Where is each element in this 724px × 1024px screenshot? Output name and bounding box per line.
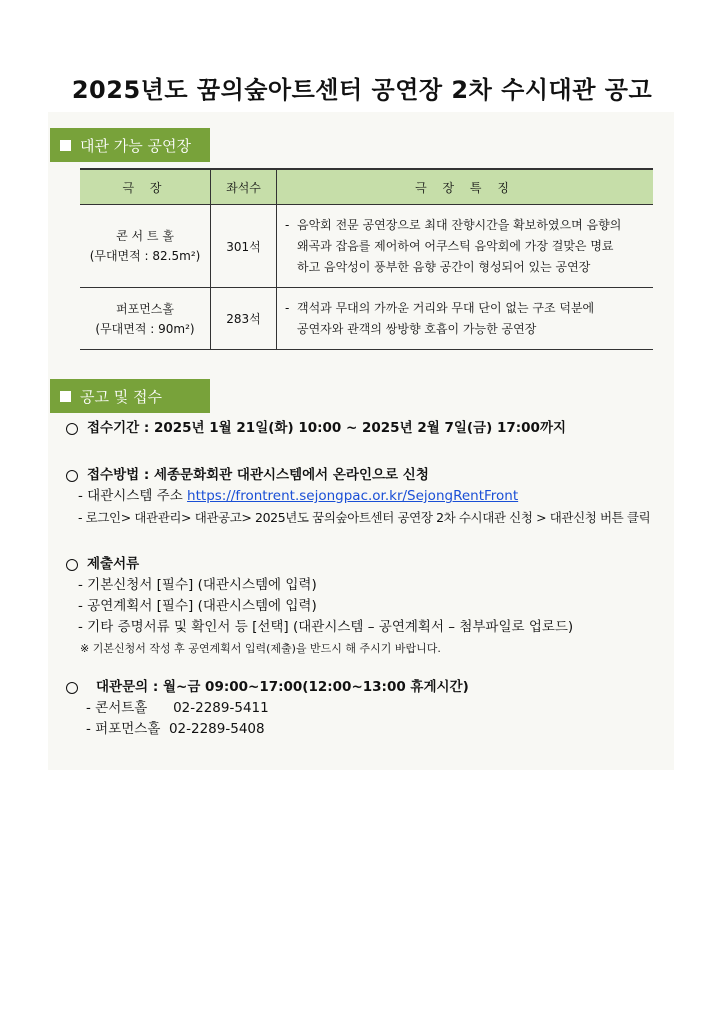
contact-item bbox=[66, 677, 650, 698]
section-header-venues bbox=[50, 128, 210, 162]
rental-system-link[interactable]: https://frontrent.sejongpac.or.kr/SejongRentFront bbox=[187, 488, 519, 504]
docs-title: 제출서류 bbox=[87, 556, 140, 572]
feature-line: 왜곡과 잡음를 제어하여 어쿠스틱 음악회에 가장 걸맞은 명료 bbox=[297, 238, 614, 253]
page-title: 2025년도 꿈의숲아트센터 공연장 2차 수시대관 공고 bbox=[71, 76, 653, 104]
venue-table bbox=[80, 168, 653, 350]
table-row bbox=[80, 205, 653, 288]
address-label: - 대관시스템 주소 bbox=[78, 488, 188, 504]
notice-body bbox=[66, 418, 650, 740]
venue-area: (무대면적 : 90m²) bbox=[95, 321, 195, 336]
doc-line: - 기타 증명서류 및 확인서 등 [선택] (대관시스템 – 공연계획서 – 첨부파일로 업로드) bbox=[78, 619, 574, 635]
circle-bullet-icon bbox=[66, 423, 78, 435]
section-header-notice bbox=[50, 379, 210, 413]
method-item bbox=[66, 465, 650, 486]
feature-line: 객석과 무대의 가까운 거리와 무대 단이 없는 구조 덕분에 bbox=[297, 300, 595, 315]
table-header-row bbox=[80, 169, 653, 205]
circle-bullet-icon bbox=[66, 559, 78, 571]
address-line bbox=[66, 486, 650, 507]
login-path: - 로그인> 대관관리> 대관공고> 2025년도 꿈의숲아트센터 공연장 2차 수시대관 신청 > 대관신청 버튼 클릭 bbox=[78, 510, 651, 525]
method-title: 접수방법 : 세종문화회관 대관시스템에서 온라인으로 신청 bbox=[87, 467, 429, 483]
section-title: 대관 가능 공연장 bbox=[80, 136, 191, 155]
features-cell: - 음악회 전문 공연장으로 최대 잔향시간을 확보하였으며 음향의 왜곡과 잡음를 제어하여 어쿠스틱 음악회에 가장 걸맞은 명료 하고 음악성이 풍부한 음향 공간이 형성되어 있는 공연장 bbox=[277, 205, 654, 288]
seats-cell: 301석 bbox=[211, 205, 277, 288]
contact-line: - 콘서트홀 02-2289-5411 bbox=[86, 700, 269, 716]
doc-line: - 기본신청서 [필수] (대관시스템에 입력) bbox=[78, 577, 317, 593]
venue-name: 콘 서 트 홀 bbox=[116, 229, 174, 243]
period-text: 접수기간 : 2025년 1월 21일(화) 10:00 ~ 2025년 2월 7일(금) 17:00까지 bbox=[87, 420, 567, 436]
venue-name: 퍼포먼스홀 bbox=[116, 301, 174, 316]
column-header-venue: 극 장 bbox=[80, 169, 211, 205]
table-row bbox=[80, 288, 653, 350]
venue-area: (무대면적 : 82.5m²) bbox=[89, 249, 201, 263]
column-header-features: 극 장 특 징 bbox=[277, 169, 654, 205]
docs-note: ※ 기본신청서 작성 후 공연계획서 입력(제출)을 반드시 해 주시기 바랍니다. bbox=[80, 642, 441, 655]
column-header-seats: 좌석수 bbox=[211, 169, 277, 205]
venue-cell bbox=[80, 288, 211, 350]
features-cell: - 객석과 무대의 가까운 거리와 무대 단이 없는 구조 덕분에 공연자와 관객의 쌍방향 호흡이 가능한 공연장 bbox=[277, 288, 654, 350]
square-bullet-icon bbox=[60, 140, 71, 151]
square-bullet-icon bbox=[60, 391, 71, 402]
section-title: 공고 및 접수 bbox=[80, 387, 162, 406]
period-item bbox=[66, 418, 650, 439]
feature-line: 하고 음악성이 풍부한 음향 공간이 형성되어 있는 공연장 bbox=[297, 259, 591, 274]
docs-item bbox=[66, 554, 650, 575]
circle-bullet-icon bbox=[66, 682, 78, 694]
circle-bullet-icon bbox=[66, 470, 78, 482]
doc-line: - 공연계획서 [필수] (대관시스템에 입력) bbox=[78, 598, 317, 614]
seats-cell: 283석 bbox=[211, 288, 277, 350]
feature-line: 음악회 전문 공연장으로 최대 잔향시간을 확보하였으며 음향의 bbox=[297, 217, 622, 232]
contact-title: 대관문의 : 월~금 09:00~17:00(12:00~13:00 휴게시간) bbox=[96, 679, 469, 695]
contact-line: - 퍼포먼스홀 02-2289-5408 bbox=[86, 721, 265, 737]
feature-line: 공연자와 관객의 쌍방향 호흡이 가능한 공연장 bbox=[297, 321, 537, 336]
venue-cell bbox=[80, 205, 211, 288]
